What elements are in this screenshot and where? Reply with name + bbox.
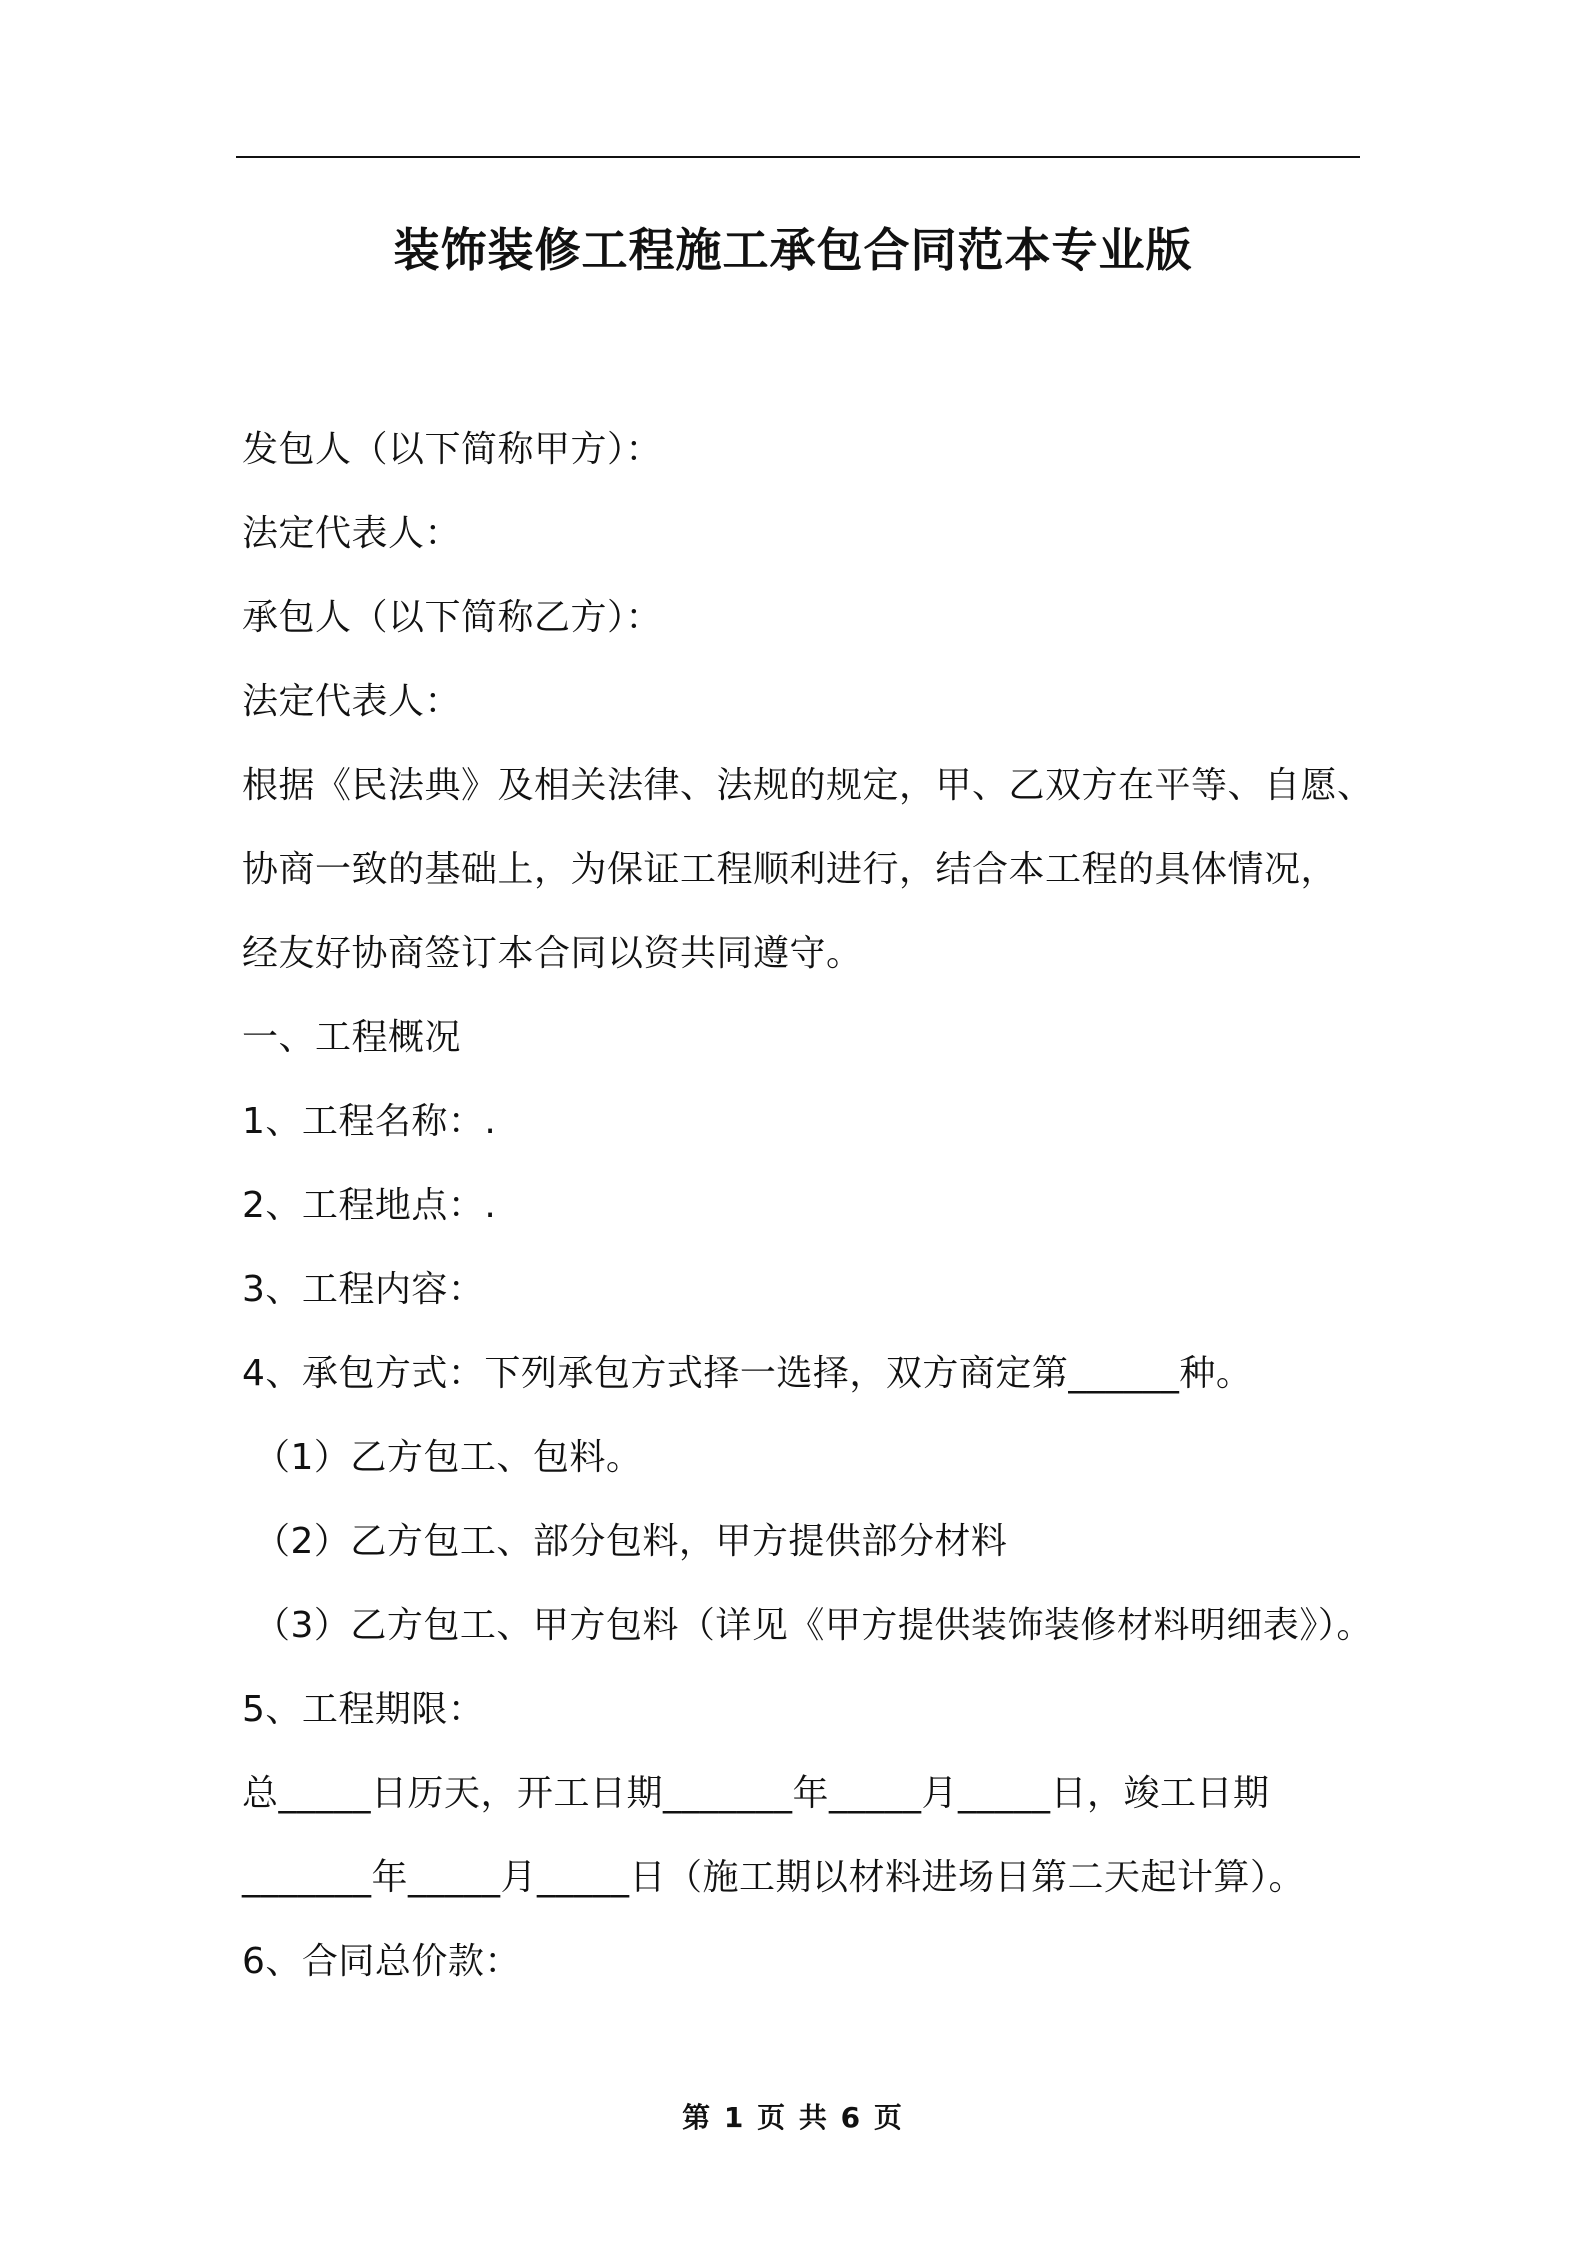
duration-line-1: 总_____日历天，开工日期_______年_____月_____日，竣工日期	[242, 1773, 1270, 1814]
clause-project-content: 3、工程内容：	[242, 1269, 485, 1310]
document-title: 装饰装修工程施工承包合同范本专业版	[393, 223, 1193, 277]
clause-project-duration: 5、工程期限：	[242, 1689, 485, 1730]
contract-body	[242, 408, 1402, 2004]
party-a-representative-line: 法定代表人：	[242, 513, 462, 554]
section-heading-project-overview: 一、工程概况	[242, 1017, 462, 1058]
preamble-line-3: 经友好协商签订本合同以资共同遵守。	[242, 933, 863, 974]
header-rule	[236, 156, 1360, 158]
party-b-line: 承包人（以下简称乙方）：	[242, 597, 663, 638]
duration-line-2: _______年_____月_____日（施工期以材料进场日第二天起计算）。	[242, 1857, 1306, 1898]
party-b-representative-line: 法定代表人：	[242, 681, 462, 722]
clause-total-price: 6、合同总价款：	[242, 1941, 521, 1982]
clause-contract-method: 4、承包方式：下列承包方式择一选择，双方商定第______种。	[242, 1353, 1253, 1394]
option-2: （2）乙方包工、部分包料，甲方提供部分材料	[254, 1521, 1008, 1562]
option-3: （3）乙方包工、甲方包料（详见《甲方提供装饰装修材料明细表》）。	[254, 1605, 1373, 1646]
preamble-line-1: 根据《民法典》及相关法律、法规的规定，甲、乙双方在平等、自愿、	[242, 765, 1374, 806]
page-number: 第 1 页 共 6 页	[682, 2101, 904, 2134]
clause-project-location: 2、工程地点：.	[242, 1185, 497, 1226]
clause-project-name: 1、工程名称：.	[242, 1101, 497, 1142]
party-a-line: 发包人（以下简称甲方）：	[242, 429, 663, 470]
preamble-line-2: 协商一致的基础上，为保证工程顺利进行，结合本工程的具体情况，	[242, 849, 1338, 890]
option-1: （1）乙方包工、包料。	[254, 1437, 643, 1478]
